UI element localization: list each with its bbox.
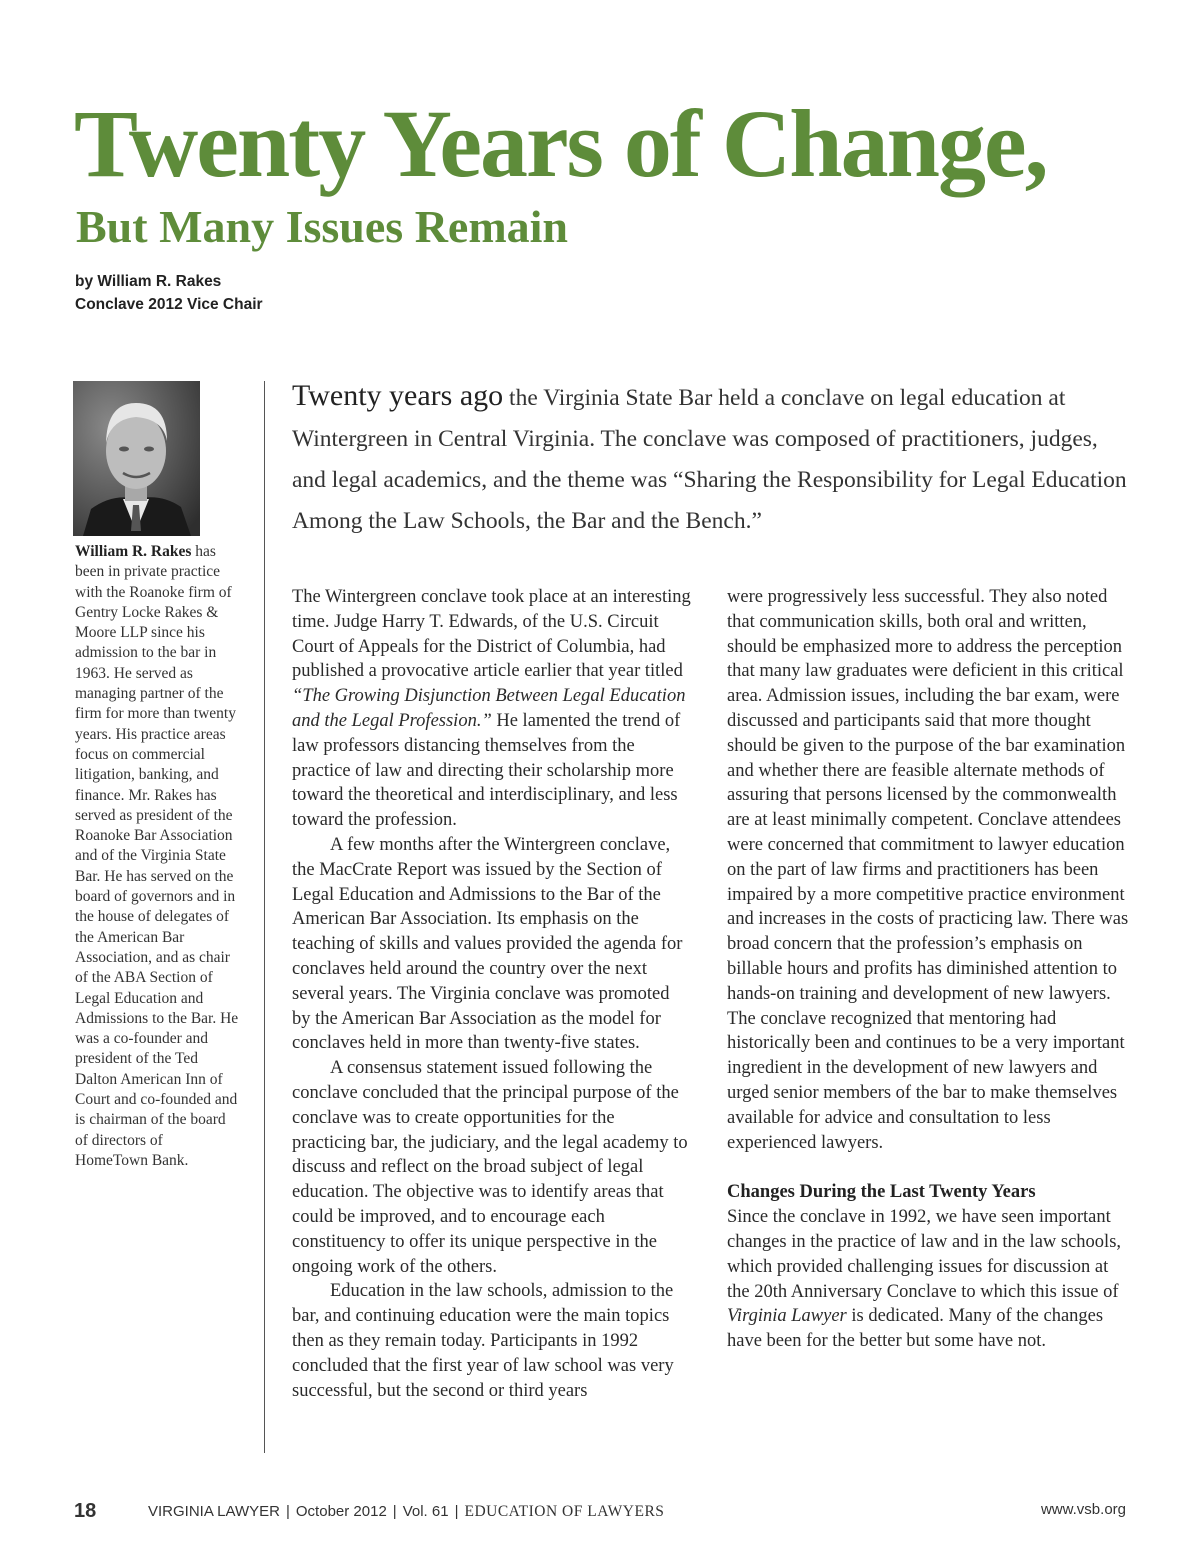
section-name: EDUCATION OF LAWYERS [464,1503,665,1520]
bio-name: William R. Rakes [75,543,192,560]
lede-paragraph [292,375,1132,542]
body-paragraph: A consensus statement issued following the conclave concluded that the principal purpose of the conclave was to create opportunities for the practicing bar, the judiciary, and the legal academy to discuss and reflect on the broad subject of legal education. The objective was to identify areas that could be improved, and to encourage each constituency to offer its unique perspective in the ongoing work of the others. [292,1058,688,1277]
publication-name: Virginia Lawyer [727,1306,847,1327]
issue-date: October 2012 [295,1503,387,1520]
publication-title: VIRGINIA LAWYER [148,1503,280,1520]
body-text: Since the conclave in 1992, we have seen important changes in the practice of law and in the law schools, which provided challenging issues for discussion at the 20th Anniversary Conclave to which this issue of [727,1207,1122,1302]
body-text: is dedicated. Many of the changes have been for the better but some have not. [727,1306,1104,1352]
author-bio [75,542,239,1171]
volume: Vol. 61 [402,1503,449,1520]
section-heading: Changes During the Last Twenty Years [727,1182,1036,1203]
body-paragraph: Education in the law schools, admission to the bar, and continuing education were the main topics then as they remain today. Participants in 1992 concluded that the first year of law school was very successful, but the second or third years [292,1281,674,1401]
byline [75,270,263,316]
article-subtitle: But Many Issues Remain [76,201,569,252]
body-paragraph: were progressively less successful. They also noted that communication skills, both oral and written, should be emphasized more to address the perception that many law graduates were deficient in this critical area. Admission issues, including the bar exam, were discussed and participants said that more thought should be given to the purpose of the bar examination and whether there are feasible alternate methods of assuring that persons licensed by the commonwealth are at least minimally competent. Conclave attendees were concerned that commitment to lawyer education on the part of law firms and practitioners has been impaired by a more competitive practice environment and increases in the costs of practicing law. There was broad concern that the profession’s emphasis on billable hours and profits has diminished attention to hands-on training and development of new lawyers. The conclave recognized that mentoring had historically been and continues to be a very important ingredient in the development of new lawyers and urged senior members of the bar to make themselves available for advice and consultation to less experienced lawyers. [727,587,1129,1153]
separator: | [392,1503,397,1520]
lede-lead-in: Twenty years ago [292,379,504,412]
article-title: Twenty Years of Change, [74,90,1047,197]
website-link[interactable]: www.vsb.org [1040,1501,1126,1518]
body-paragraph [292,585,692,833]
separator: | [454,1503,459,1520]
body-text: The Wintergreen conclave took place at an interesting time. Judge Harry T. Edwards, of the U.S. Circuit Court of Appeals for the District of Columbia, had published a provocative article earlier that year titled [292,587,691,682]
publication-info [148,1503,664,1521]
lede-text: the Virginia State Bar held a conclave on legal education at Wintergreen in Central Virginia. The conclave was composed of practitioners, judges, and legal academics, and the theme was “Sharing the Responsibility for Legal Education Among the Law Schools, the Bar and the Bench.” [292,385,1127,534]
body-paragraph: A few months after the Wintergreen conclave, the MacCrate Report was issued by the Section of Legal Education and Admissions to the Bar of the American Bar Association. Its emphasis on the teaching of skills and values provided the agenda for conclaves held around the country over the next several years. The Virginia conclave was promoted by the American Bar Association as the model for conclaves held in more than twenty-five states. [292,834,683,1054]
author-role: Conclave 2012 Vice Chair [75,296,263,313]
author-name: by William R. Rakes [75,273,222,290]
body-text: He lamented the trend of law professors distancing themselves from the practice of law and directing their scholarship more toward the theoretical and interdisciplinary, and less toward the profession. [292,710,681,831]
body-paragraph [727,1205,1132,1354]
portrait-image [73,381,200,536]
page-footer [0,1500,1200,1524]
author-photo [73,381,200,536]
body-column-2 [727,585,1132,1354]
body-column-1 [292,585,692,1403]
page-number: 18 [74,1500,97,1522]
column-divider [264,381,265,1453]
separator: | [285,1503,290,1520]
bio-text: has been in private practice with the Roanoke firm of Gentry Locke Rakes & Moore LLP since his admission to the bar in 1963. He served as managing partner of the firm for more than twenty years. His practice areas focus on commercial litigation, banking, and finance. Mr. Rakes has served as president of the Roanoke Bar Association and of the Virginia State Bar. He has served on the board of governors and in the house of delegates of the American Bar Association, and as chair of the ABA Section of Legal Education and Admissions to the Bar. He was a co-founder and president of the Ted Dalton American Inn of Court and co-founded and is chairman of the board of directors of HomeTown Bank. [75,543,239,1169]
article-citation: “The Growing Disjunction Between Legal Education and the Legal Profession.” [292,686,686,731]
